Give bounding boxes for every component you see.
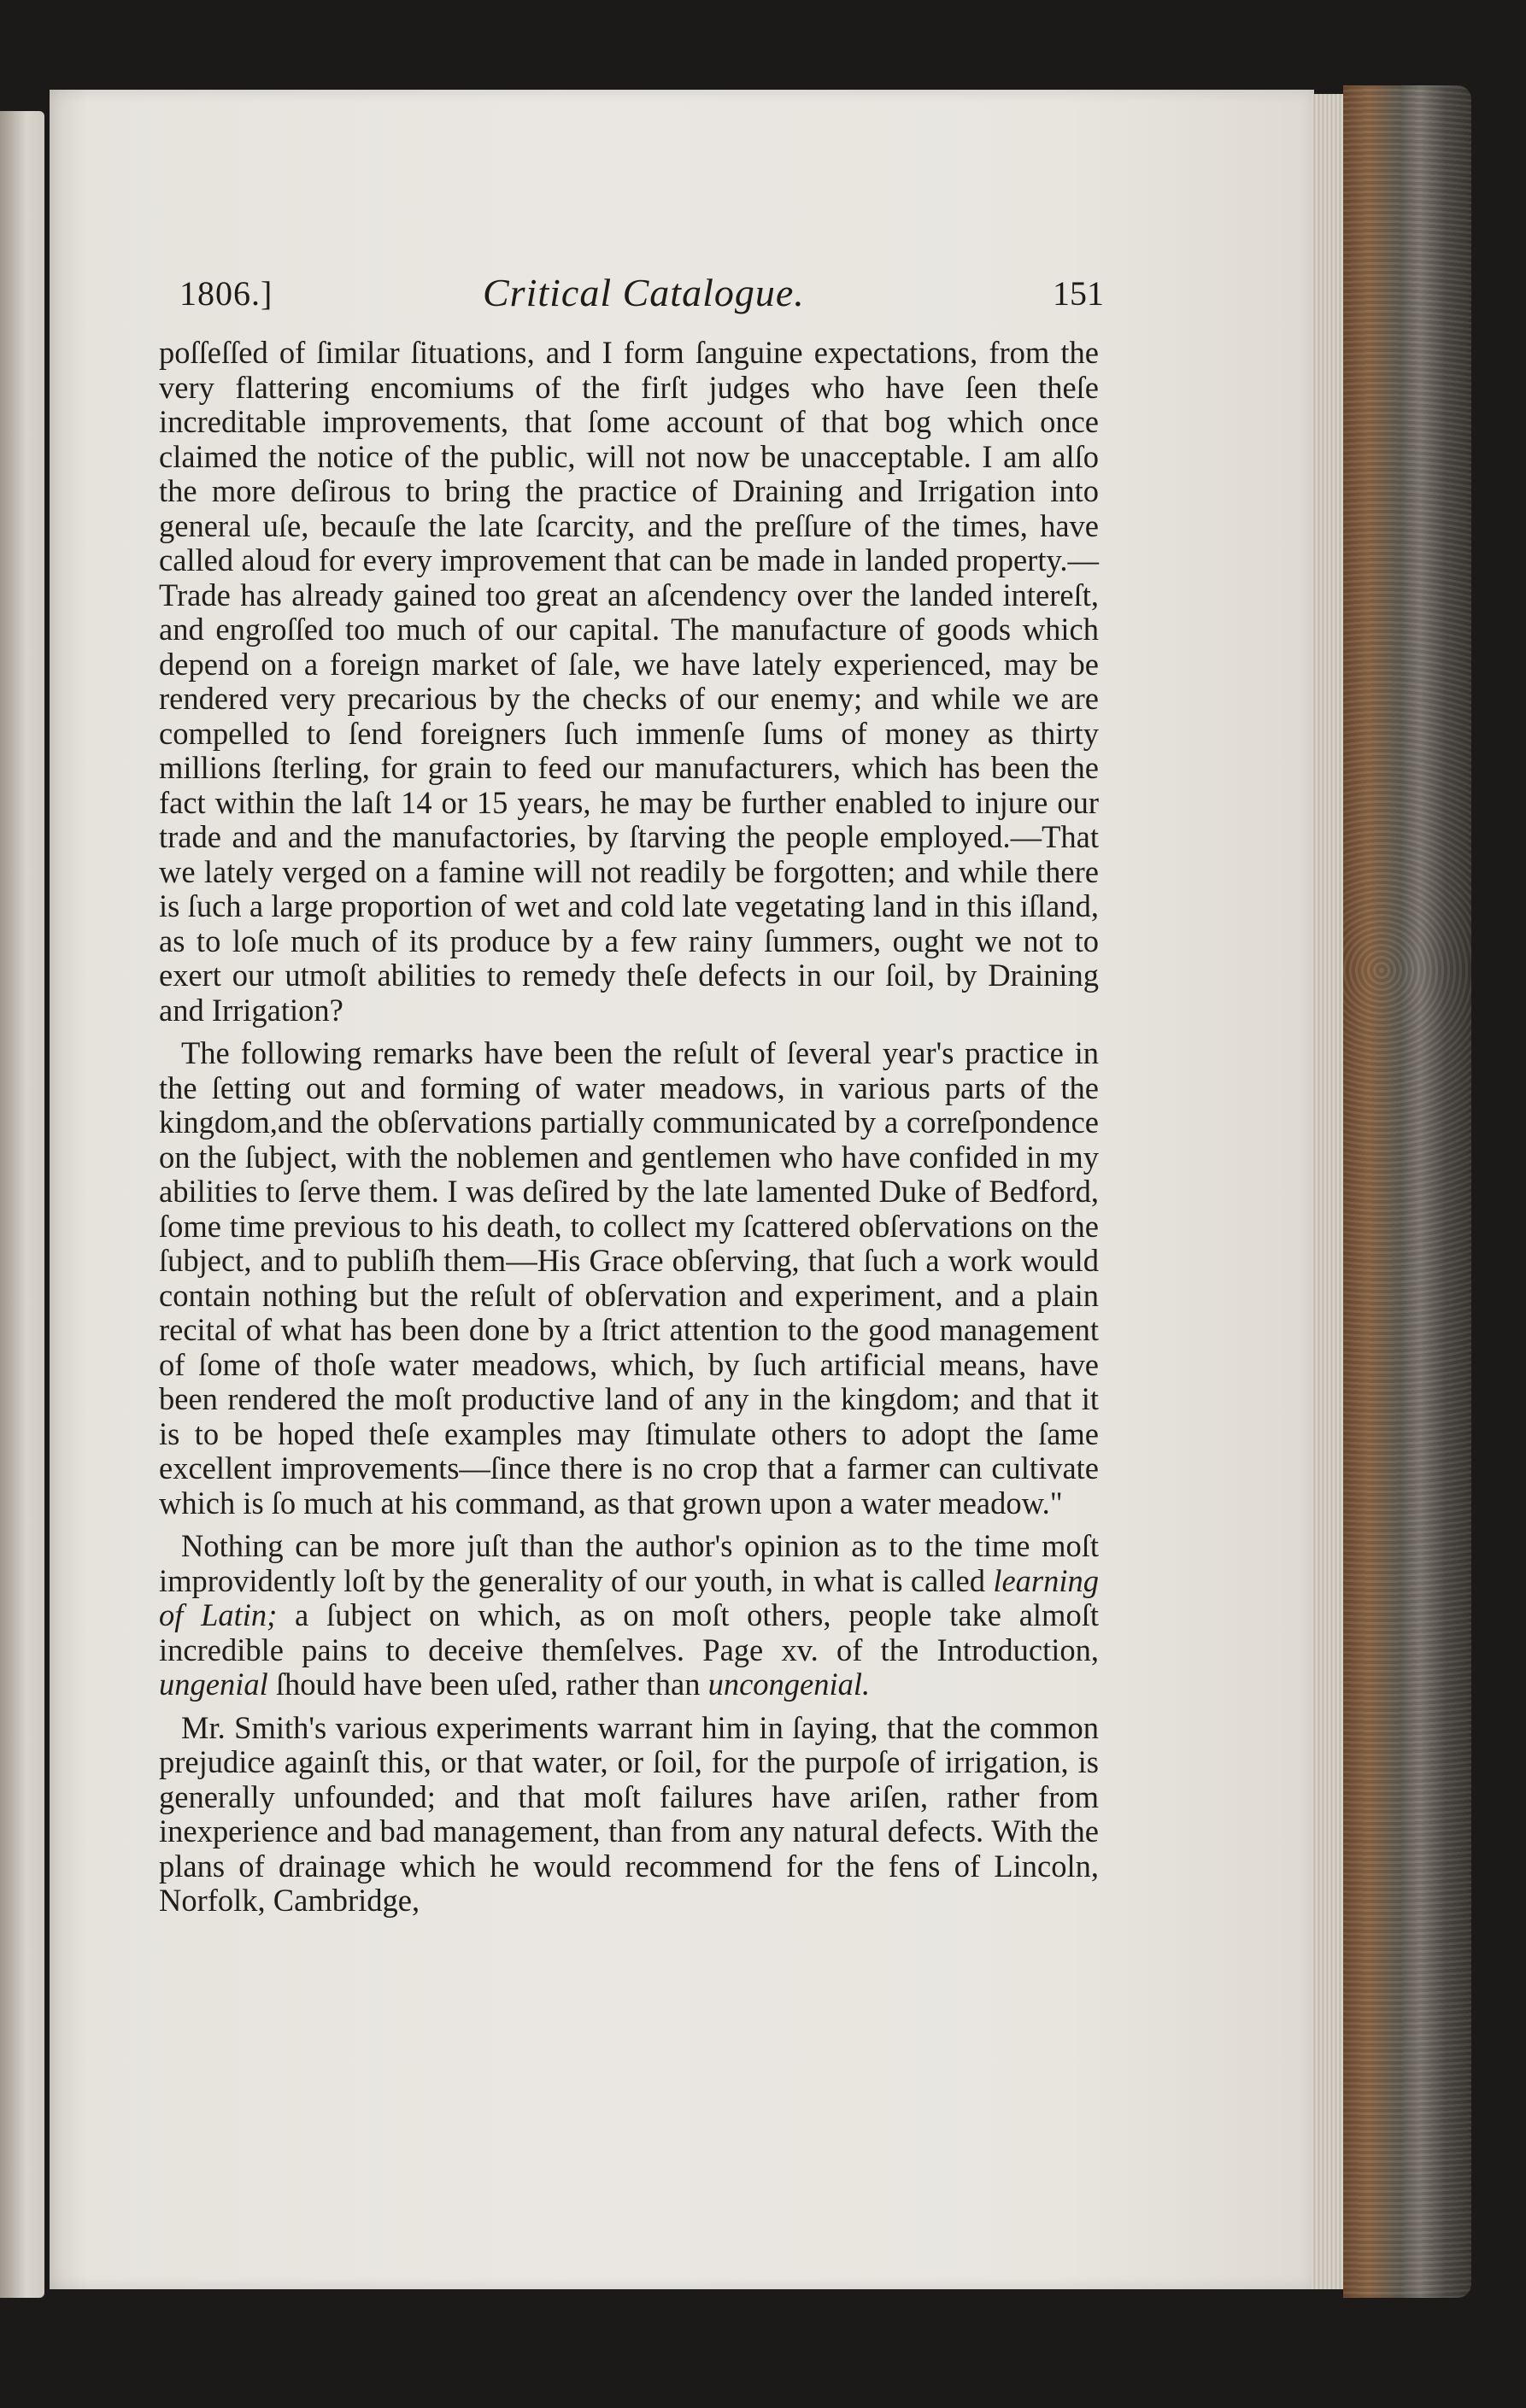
paragraph-3-part-a: Nothing can be more juſt than the author's opinion as to the time moſt improvidently loſt by the generality of our youth, in what is called — [159, 1528, 1099, 1598]
italic-uncongenial: uncongenial. — [707, 1667, 871, 1702]
italic-learning-of-latin: learning of Latin; — [159, 1562, 1099, 1632]
book-cover — [1343, 85, 1471, 2298]
paragraph-3 — [159, 1529, 1099, 1702]
running-header — [179, 270, 1104, 321]
page-number: 151 — [1053, 274, 1104, 313]
body-text — [159, 336, 1099, 1919]
header-title: Critical Catalogue. — [483, 271, 805, 314]
header-year: 1806.] — [179, 274, 273, 313]
paragraph-3-part-b: a ſubject on which, as on moſt others, people take almoſt incredible pains to deceive themſelves. Page xv. of the Introduction, — [159, 1597, 1099, 1667]
previous-page-edge — [0, 111, 44, 2298]
paragraph-3-part-c: ſhould have been uſed, rather than — [267, 1667, 708, 1702]
paragraph-1: poſſeſſed of ſimilar ſituations, and I form ſanguine expectations, from the very flattering encomiums of the firſt judges who have ſeen theſe increditable improvements, that ſome account of that bog which once claimed the notice of the public, will not now be unacceptable. I am alſo the more deſirous to bring the practice of Draining and Irrigation into general uſe, becauſe the late ſcarcity, and the preſſure of the times, have called aloud for every improvement that can be made in landed property.—Trade has already gained too great an aſcendency over the landed intereſt, and engroſſed too much of our capital. The manufacture of goods which depend on a foreign market of ſale, we have lately experienced, may be rendered very precarious by the checks of our enemy; and while we are compelled to ſend foreigners ſuch immenſe ſums of money as thirty millions ſterling, for grain to feed our manufacturers, which has been the fact within the laſt 14 or 15 years, he may be further enabled to injure our trade and and the manufactories, by ſtarving the people employed.—That we lately verged on a famine will not readily be forgotten; and while there is ſuch a large proportion of wet and cold late vegetating land in this iſland, as to loſe much of its produce by a few rainy ſummers, ought we not to exert our utmoſt abilities to remedy theſe defects in our ſoil, by Draining and Irrigation? — [159, 335, 1099, 1028]
paragraph-4: Mr. Smith's various experiments warrant him in ſaying, that the common prejudice againſt this, or that water, or ſoil, for the purpoſe of irrigation, is generally unfounded; and that moſt failures have ariſen, rather from inexperience and bad management, than from any natural defects. With the plans of drainage which he would recommend for the fens of Lincoln, Norfolk, Cambridge, — [159, 1709, 1099, 1918]
paragraph-2: The following remarks have been the reſult of ſeveral year's practice in the ſetting out and forming of water meadows, in various parts of the kingdom,and the obſervations partially communicated by a correſpondence on the ſubject, with the noblemen and gentlemen who have confided in my abilities to ſerve them. I was deſired by the late lamented Duke of Bedford, ſome time previous to his death, to collect my ſcattered obſervations on the ſubject, and to publiſh them—His Grace obſerving, that ſuch a work would contain nothing but the reſult of obſervation and experiment, and a plain recital of what has been done by a ſtrict attention to the good management of ſome of thoſe water meadows, which, by ſuch artificial means, have been rendered the moſt productive land of any in the kingdom; and that it is to be hoped theſe examples may ſtimulate others to adopt the ſame excellent improvements—ſince there is no crop that a farmer can cultivate which is ſo much at his command, as that grown upon a water meadow." — [159, 1035, 1099, 1520]
page-stack-edge — [1312, 94, 1346, 2289]
italic-ungenial: ungenial — [159, 1667, 268, 1702]
